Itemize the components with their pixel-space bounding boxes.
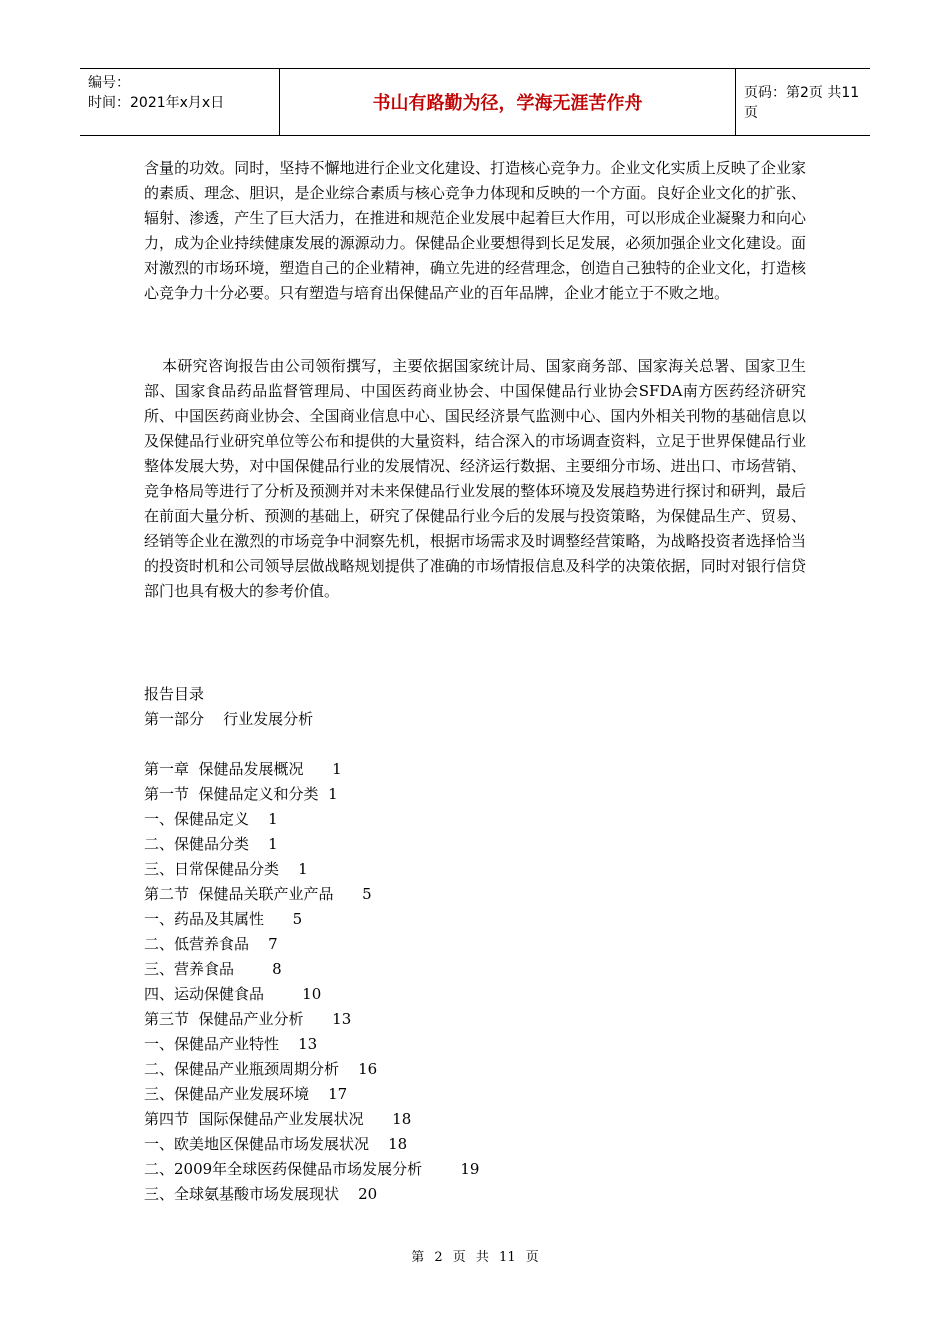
toc-item: 一、保健品定义 1: [144, 810, 278, 828]
toc-title: 报告目录: [144, 685, 205, 703]
toc-item: 第四节 国际保健品产业发展状况 18: [144, 1110, 412, 1128]
toc-item: 二、保健品产业瓶颈周期分析 16: [144, 1060, 378, 1078]
body-paragraph-2: 本研究咨询报告由公司领衔撰写，主要依据国家统计局、国家商务部、国家海关总署、国家卫生部、国家食品药品监督管理局、中国医药商业协会、中国保健品行业协会SFDA南方医药经济研究所、中国医药商业协会、全国商业信息中心、国民经济景气监测中心、国内外相关刊物的基础信息以及保健品行业研究单位等公布和提供的大量资料，结合深入的市场调查资料，立足于世界保健品行业整体发展大势，对中国保健品行业的发展情况、经济运行数据、主要细分市场、进出口、市场营销、竞争格局等进行了分析及预测并对未来保健品行业发展的整体环境及发展趋势进行探讨和研判，最后在前面大量分析、预测的基础上，研究了保健品行业今后的发展与投资策略，为保健品生产、贸易、经销等企业在激烈的市场竞争中洞察先机，根据市场需求及时调整经营策略，为战略投资者选择恰当的投资时机和公司领导层做战略规划提供了准确的市场情报信息及科学的决策依据，同时对银行信贷部门也具有极大的参考价值。: [144, 357, 806, 600]
header-page-number: 页码：第2页 共11页: [744, 85, 860, 121]
toc-item: 一、保健品产业特性 13: [144, 1035, 318, 1053]
toc-part-heading: 第一部分 行业发展分析: [144, 710, 314, 728]
header-motto: 书山有路勤为径，学海无涯苦作舟: [280, 69, 736, 135]
page-header: [80, 68, 870, 136]
toc-item: 一、欧美地区保健品市场发展状况 18: [144, 1135, 408, 1153]
toc-item: 第一章 保健品发展概况 1: [144, 760, 342, 778]
time-label: 时间：2021年x月x日: [88, 95, 225, 111]
header-meta-cell: [80, 69, 280, 135]
toc-spacer: [144, 732, 744, 757]
toc-item: 二、2009年全球医药保健品市场发展分析 19: [144, 1160, 480, 1178]
page-footer: 第 2 页 共 11 页: [411, 1250, 539, 1265]
body-paragraph-1: 含量的功效。同时，坚持不懈地进行企业文化建设、打造核心竞争力。企业文化实质上反映了企业家的素质、理念、胆识，是企业综合素质与核心竞争力体现和反映的一个方面。良好企业文化的扩张、辐射、渗透，产生了巨大活力，在推进和规范企业发展中起着巨大作用，可以形成企业凝聚力和向心力，成为企业持续健康发展的源源动力。保健品企业要想得到长足发展，必须加强企业文化建设。面对激烈的市场环境，塑造自己的企业精神，确立先进的经营理念，创造自己独特的企业文化，打造核心竞争力十分必要。只有塑造与培育出保健品产业的百年品牌，企业才能立于不败之地。: [144, 159, 806, 302]
toc-item: 三、全球氨基酸市场发展现状 20: [144, 1185, 378, 1203]
toc-item: 一、药品及其属性 5: [144, 910, 303, 928]
table-of-contents: [144, 682, 744, 1207]
toc-item: 第一节 保健品定义和分类 1: [144, 785, 338, 803]
number-label: 编号：: [88, 75, 130, 91]
toc-item: 第二节 保健品关联产业产品 5: [144, 885, 372, 903]
toc-item: 第三节 保健品产业分析 13: [144, 1010, 352, 1028]
toc-item: 四、运动保健食品 10: [144, 985, 322, 1003]
toc-item: 二、保健品分类 1: [144, 835, 278, 853]
toc-item: 三、保健品产业发展环境 17: [144, 1085, 348, 1103]
toc-item: 三、日常保健品分类 1: [144, 860, 308, 878]
toc-item: 二、低营养食品 7: [144, 935, 278, 953]
toc-item: 三、营养食品 8: [144, 960, 282, 978]
